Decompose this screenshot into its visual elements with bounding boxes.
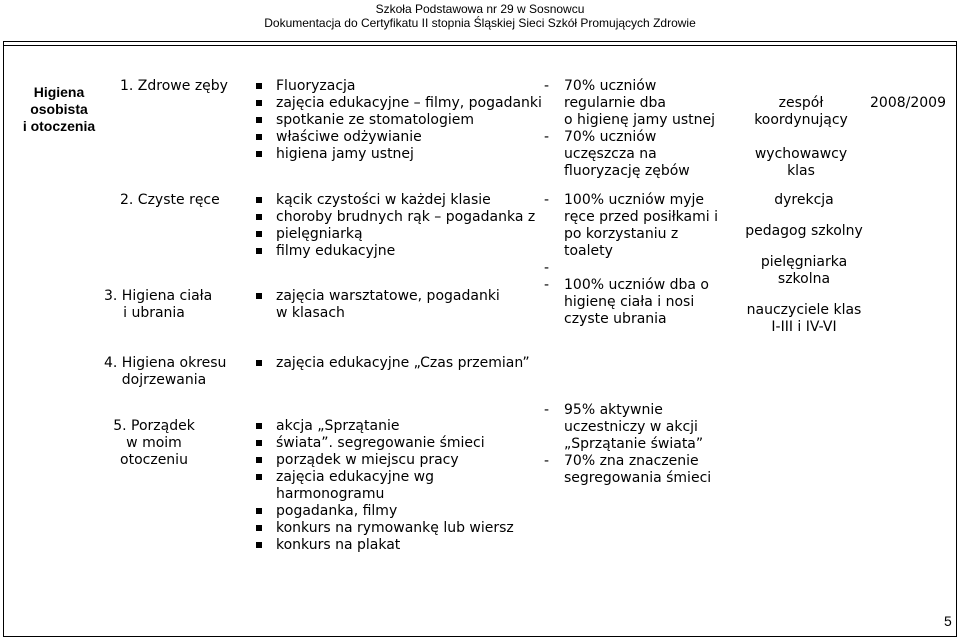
topic-czyste-rece: 2. Czyste ręce xyxy=(120,192,220,208)
list-item: właściwe odżywianie xyxy=(256,129,542,146)
list-item: zajęcia edukacyjne „Czas przemian” xyxy=(256,355,530,372)
list-item: - 95% aktywnie uczestniczy w akcji „Sprzątanie świata” xyxy=(542,402,711,453)
responsible-list xyxy=(714,192,894,336)
results-list xyxy=(542,402,711,487)
list-item: zajęcia edukacyjne wg harmonogramu xyxy=(256,469,514,503)
list-item: spotkanie ze stomatologiem xyxy=(256,112,542,129)
list-item: konkurs na plakat xyxy=(256,537,514,554)
responsible-line: pedagog szkolny xyxy=(745,223,863,239)
responsible-line: klas xyxy=(787,163,815,179)
methods-list xyxy=(256,192,535,260)
responsible-line: pielęgniarka xyxy=(760,254,848,270)
page-number: 5 xyxy=(944,613,952,629)
list-item: - 70% zna znaczenie segregowania śmieci xyxy=(542,453,711,487)
topic-higiena-ciala: 3. Higiena ciała xyxy=(104,288,213,304)
list-item: świata”. segregowanie śmieci xyxy=(256,435,514,452)
list-item: - 100% uczniów dba o higienę ciała i nosi czyste ubrania xyxy=(542,277,718,328)
list-item: pogadanka, filmy xyxy=(256,503,514,520)
list-item: - 100% uczniów myje ręce przed posiłkami i po korzystaniu z toalety xyxy=(542,192,718,260)
methods-list xyxy=(256,288,500,322)
topic-porzadek: 5. Porządek xyxy=(113,418,195,434)
list-item: kącik czystości w każdej klasie xyxy=(256,192,535,209)
topic-porzadek-3: otoczeniu xyxy=(120,452,188,468)
responsible-line: nauczyciele klas xyxy=(746,302,862,318)
responsible-line: szkolna xyxy=(777,271,831,287)
spacer xyxy=(714,240,894,254)
spacer xyxy=(714,209,894,223)
list-item: filmy edukacyjne xyxy=(256,243,535,260)
list-item: zajęcia warsztatowe, pogadanki w klasach xyxy=(256,288,500,322)
spacer xyxy=(714,288,894,302)
category-line-3: i otoczenia xyxy=(22,118,96,134)
responsible-list xyxy=(726,95,876,180)
methods-list xyxy=(256,418,514,554)
school-name: Szkoła Podstawowa nr 29 w Sosnowcu xyxy=(375,2,585,16)
list-item: - 70% uczniów uczęszcza na fluoryzację zębów xyxy=(542,129,715,180)
category-line-1: Higiena xyxy=(33,84,85,100)
responsible-line: wychowawcy xyxy=(754,146,848,162)
list-item: zajęcia edukacyjne – filmy, pogadanki xyxy=(256,95,542,112)
methods-list xyxy=(256,355,530,372)
document-title: Dokumentacja do Certyfikatu II stopnia Śląskiej Sieci Szkół Promujących Zdrowie xyxy=(264,16,696,30)
list-item: akcja „Sprzątanie xyxy=(256,418,514,435)
category-line-2: osobista xyxy=(30,101,88,117)
spacer xyxy=(542,260,718,277)
responsible-line: zespół xyxy=(778,95,824,111)
topic-higiena-ciala-2: i ubrania xyxy=(123,305,185,321)
methods-list xyxy=(256,78,542,163)
list-item: higiena jamy ustnej xyxy=(256,146,542,163)
results-list xyxy=(542,78,715,180)
list-item: - 70% uczniów regularnie dba o higienę jamy ustnej xyxy=(542,78,715,129)
list-item: choroby brudnych rąk – pogadanka z xyxy=(256,209,535,226)
responsible-line: koordynujący xyxy=(754,112,848,128)
topic-porzadek-2: w moim xyxy=(126,435,182,451)
topic-dojrzewanie: 4. Higiena okresu xyxy=(104,355,227,371)
responsible-line: I-III i IV-VI xyxy=(771,319,837,335)
results-list xyxy=(542,192,718,328)
topic-zdrowe-zeby: 1. Zdrowe zęby xyxy=(120,78,228,94)
spacer xyxy=(726,129,876,146)
responsible-line: dyrekcja xyxy=(774,192,834,208)
list-item: porządek w miejscu pracy xyxy=(256,452,514,469)
table-top-rule xyxy=(3,45,957,46)
list-item: konkurs na rymowankę lub wiersz xyxy=(256,520,514,537)
school-year: 2008/2009 xyxy=(870,95,946,111)
topic-dojrzewanie-2: dojrzewania xyxy=(121,372,207,388)
list-item: pielęgniarką xyxy=(256,226,535,243)
list-item: Fluoryzacja xyxy=(256,78,542,95)
